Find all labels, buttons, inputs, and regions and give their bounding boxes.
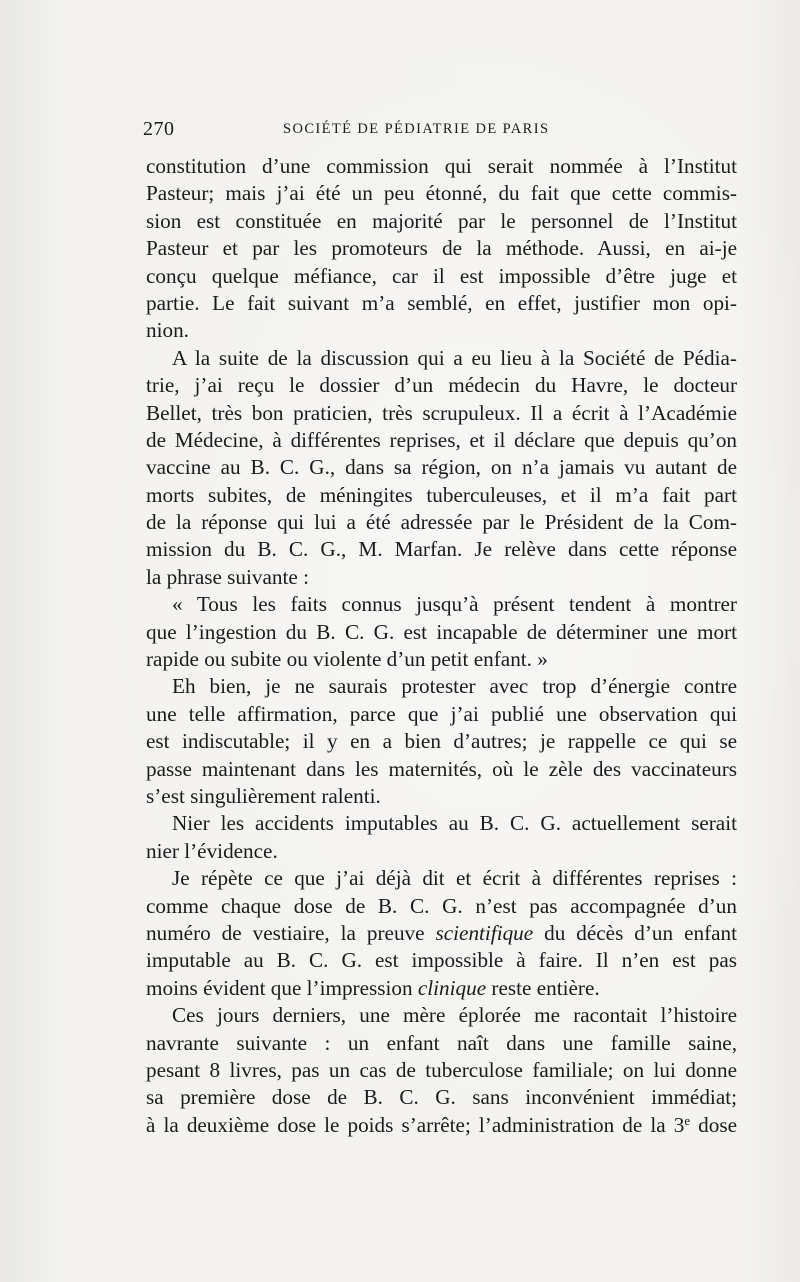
superscript: e	[684, 1112, 691, 1128]
text-line: Pasteur et par les promoteurs de la méthode. Aussi, en ai-je	[146, 236, 737, 261]
text-line: A la suite de la discussion qui a eu lieu à la Société de Pédia-	[172, 345, 737, 370]
text-fragment: dose	[690, 1112, 737, 1137]
text-line: imputable au B. C. G. est impossible à faire. Il n’en est pas	[146, 948, 737, 973]
body-text	[146, 153, 737, 1139]
text-line: Je répète ce que j’ai déjà dit et écrit à différentes reprises :	[172, 866, 737, 891]
text-line: trie, j’ai reçu le dossier d’un médecin du Havre, le docteur	[146, 373, 737, 398]
text-line: passe maintenant dans les maternités, où le zèle des vaccinateurs	[146, 756, 737, 781]
text-line: nier l’évidence.	[146, 838, 278, 863]
running-head: SOCIÉTÉ DE PÉDIATRIE DE PARIS	[283, 121, 550, 137]
text-line: navrante suivante : un enfant naît dans une famille saine,	[146, 1030, 737, 1055]
quote-line: « Tous les faits connus jusqu’à présent tendent à montrer	[172, 592, 737, 617]
text-line	[146, 920, 737, 947]
text-line	[146, 1112, 737, 1139]
text-line: Nier les accidents imputables au B. C. G. actuellement serait	[172, 811, 737, 836]
text-line: Ces jours derniers, une mère éplorée me racontait l’histoire	[172, 1003, 737, 1028]
italic-term: scientifique	[435, 920, 534, 945]
text-fragment: du décès d’un enfant	[533, 920, 738, 945]
text-line: conçu quelque méfiance, car il est impossible d’être juge et	[146, 263, 737, 288]
text-line: la phrase suivante :	[146, 564, 309, 589]
page-number: 270	[143, 118, 175, 140]
text-line: morts subites, de méningites tuberculeuses, et il m’a fait part	[146, 482, 737, 507]
text-fragment: à la deuxième dose le poids s’arrête; l’administration de la 3	[146, 1112, 685, 1137]
text-line: Eh bien, je ne saurais protester avec trop d’énergie contre	[172, 674, 737, 699]
text-fragment: numéro de vestiaire, la preuve	[146, 920, 436, 945]
quote-line: que l’ingestion du B. C. G. est incapable de déterminer une mort	[146, 619, 737, 644]
text-line: de Médecine, à différentes reprises, et il déclare que depuis qu’on	[146, 427, 737, 452]
text-line: Bellet, très bon praticien, très scrupuleux. Il a écrit à l’Académie	[146, 400, 737, 425]
text-line: est indiscutable; il y en a bien d’autres; je rappelle ce qui se	[146, 729, 737, 754]
text-line: constitution d’une commission qui serait nommée à l’Institut	[146, 154, 737, 178]
text-line: nion.	[146, 318, 189, 343]
text-line: partie. Le fait suivant m’a semblé, en effet, justifier mon opi-	[146, 290, 737, 315]
text-line: Pasteur; mais j’ai été un peu étonné, du fait que cette commis-	[146, 181, 737, 206]
text-fragment: reste entière.	[486, 975, 600, 1000]
text-line: de la réponse qui lui a été adressée par le Président de la Com-	[146, 510, 737, 535]
text-line: s’est singulièrement ralenti.	[146, 783, 381, 808]
text-line: comme chaque dose de B. C. G. n’est pas accompagnée d’un	[146, 893, 737, 918]
text-line: mission du B. C. G., M. Marfan. Je relève dans cette réponse	[146, 537, 737, 562]
page-header	[143, 118, 737, 142]
text-line: sa première dose de B. C. G. sans inconvénient immédiat;	[146, 1085, 737, 1110]
italic-term: clinique	[417, 975, 487, 1000]
text-line: sion est constituée en majorité par le personnel de l’Institut	[146, 208, 737, 233]
text-fragment: moins évident que l’impression	[146, 975, 418, 1000]
text-line: pesant 8 livres, pas un cas de tuberculose familiale; on lui donne	[146, 1057, 737, 1082]
quote-line: rapide ou subite ou violente d’un petit enfant. »	[146, 647, 548, 672]
text-line: vaccine au B. C. G., dans sa région, on n’a jamais vu autant de	[146, 455, 737, 480]
text-line	[146, 975, 737, 1002]
text-line: une telle affirmation, parce que j’ai publié une observation qui	[146, 701, 737, 726]
